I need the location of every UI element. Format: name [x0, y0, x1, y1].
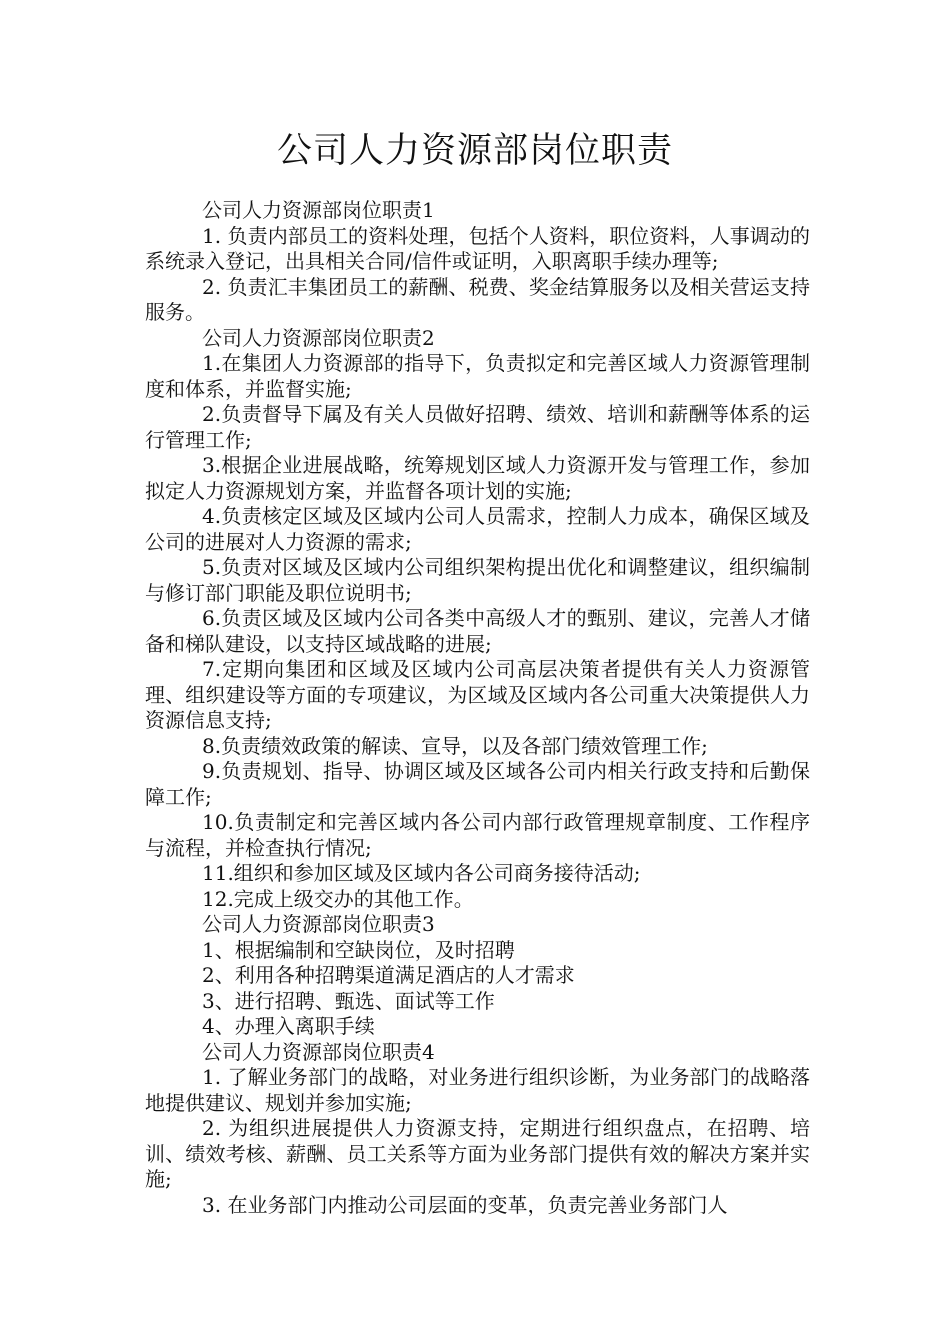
paragraph: 9.负责规划、指导、协调区域及区域各公司内相关行政支持和后勤保障工作; — [145, 759, 810, 809]
paragraph: 5.负责对区域及区域内公司组织架构提出优化和调整建议，组织编制与修订部门职能及职位说明书; — [145, 555, 810, 605]
paragraph: 3.根据企业进展战略，统筹规划区域人力资源开发与管理工作，参加拟定人力资源规划方案，并监督各项计划的实施; — [145, 453, 810, 503]
paragraph: 2、利用各种招聘渠道满足酒店的人才需求 — [202, 963, 575, 987]
paragraph: 4.负责核定区域及区域内公司人员需求，控制人力成本，确保区域及公司的进展对人力资源的需求; — [145, 504, 810, 554]
paragraph: 7.定期向集团和区域及区域内公司高层决策者提供有关人力资源管理、组织建设等方面的专项建议，为区域及区域内各公司重大决策提供人力资源信息支持; — [145, 657, 810, 732]
paragraph: 1. 了解业务部门的战略，对业务进行组织诊断，为业务部门的战略落地提供建议、规划并参加实施; — [145, 1065, 810, 1115]
paragraph: 2.负责督导下属及有关人员做好招聘、绩效、培训和薪酬等体系的运行管理工作; — [145, 402, 810, 452]
paragraph: 8.负责绩效政策的解读、宣导，以及各部门绩效管理工作; — [202, 733, 708, 758]
section-heading-3: 公司人力资源部岗位职责3 — [202, 912, 435, 936]
paragraph: 3. 在业务部门内推动公司层面的变革，负责完善业务部门人 — [202, 1192, 728, 1217]
paragraph: 1、根据编制和空缺岗位，及时招聘 — [202, 937, 515, 962]
paragraph: 1. 负责内部员工的资料处理，包括个人资料，职位资料，人事调动的系统录入登记，出具相关合同/信件或证明，入职离职手续办理等; — [145, 223, 810, 273]
paragraph: 10.负责制定和完善区域内各公司内部行政管理规章制度、工作程序与流程，并检查执行情况; — [145, 810, 810, 860]
paragraph: 3、进行招聘、甄选、面试等工作 — [202, 988, 495, 1013]
section-heading-2: 公司人力资源部岗位职责2 — [202, 325, 435, 350]
paragraph: 4、办理入离职手续 — [202, 1014, 375, 1038]
paragraph: 12.完成上级交办的其他工作。 — [202, 886, 474, 911]
paragraph: 2. 为组织进展提供人力资源支持，定期进行组织盘点，在招聘、培训、绩效考核、薪酬、员工关系等方面为业务部门提供有效的解决方案并实施; — [145, 1116, 810, 1191]
paragraph: 2. 负责汇丰集团员工的薪酬、税费、奖金结算服务以及相关营运支持服务。 — [145, 274, 810, 324]
section-heading-1: 公司人力资源部岗位职责1 — [202, 198, 435, 222]
paragraph: 1.在集团人力资源部的指导下，负责拟定和完善区域人力资源管理制度和体系，并监督实施; — [145, 351, 810, 401]
paragraph: 11.组织和参加区域及区域内各公司商务接待活动; — [202, 861, 641, 885]
page-title: 公司人力资源部岗位职责 — [276, 131, 673, 171]
paragraph: 6.负责区域及区域内公司各类中高级人才的甄别、建议，完善人才储备和梯队建设，以支持区域战略的进展; — [145, 606, 810, 656]
section-heading-4: 公司人力资源部岗位职责4 — [202, 1039, 435, 1064]
document-body — [145, 198, 810, 1218]
